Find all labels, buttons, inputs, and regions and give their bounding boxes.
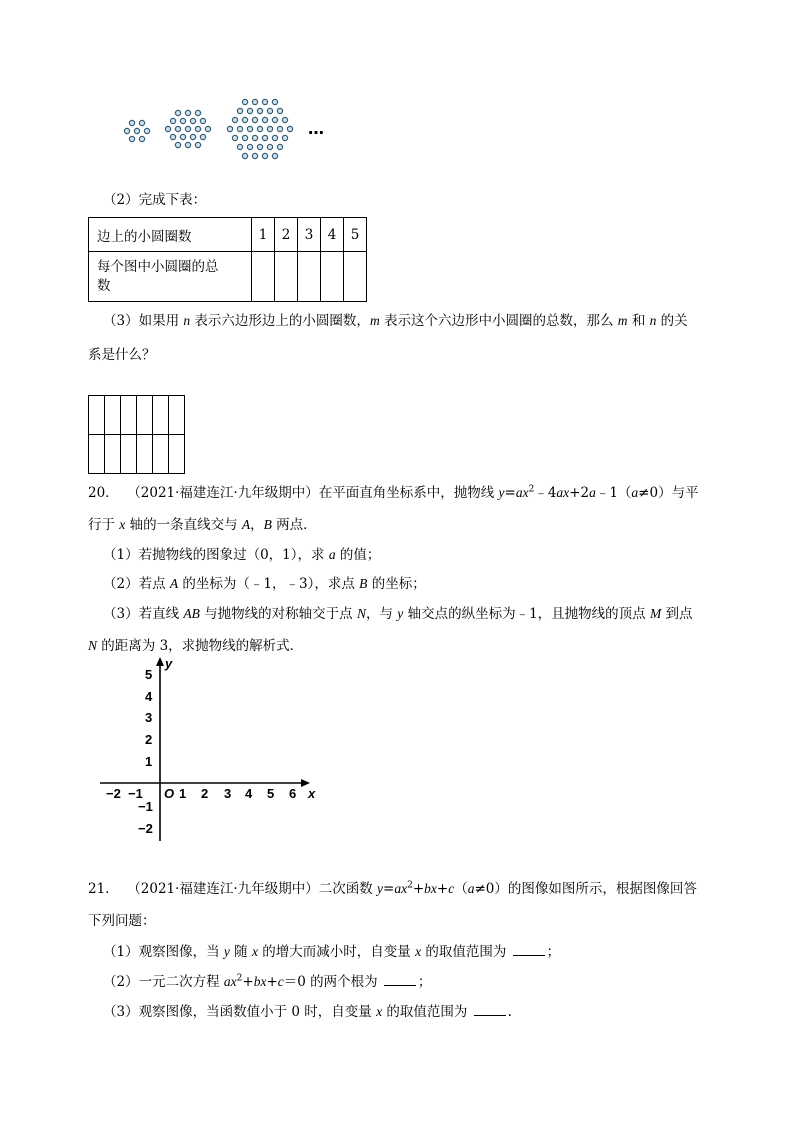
x-tick-label: −1	[128, 786, 143, 801]
table-row-label	[89, 252, 252, 302]
x-tick-label: 1	[179, 786, 187, 801]
answer-grid	[88, 395, 185, 474]
q19-part3-line1: （3）如果用 n 表示六边形边上的小圆圈数，m 表示这个六边形中小圆圈的总数，那么 m 和 n 的关	[103, 313, 688, 329]
grid-cell[interactable]	[169, 435, 185, 474]
q19-fill-table	[88, 217, 367, 302]
q20-stem-line1: 20． （2021·福建连江·九年级期中）在平面直角坐标系中，抛物线 $y=ax^2﹣4ax+2a﹣1(a\ne 0)$与平	[88, 484, 699, 501]
q20-part1: （1）若抛物线的图象过（0，1），求 a 的值；	[103, 547, 381, 563]
y-axis-arrow	[156, 657, 164, 666]
y-tick-label: −1	[138, 799, 153, 814]
q19-part2: （2）完成下表：	[103, 192, 207, 208]
x-tick-label: −2	[106, 786, 121, 801]
coordinate-axes	[98, 655, 328, 845]
table-answer-cell[interactable]	[344, 252, 367, 302]
x-axis-label: x	[308, 786, 316, 801]
x-tick-label: 3	[224, 786, 232, 801]
y-tick-label: 4	[145, 689, 153, 704]
grid-cell[interactable]	[153, 396, 169, 435]
answer-blank[interactable]	[513, 942, 545, 956]
ellipsis: …	[308, 119, 324, 138]
hexagon-figure-3	[227, 99, 292, 158]
answer-blank[interactable]	[384, 972, 416, 986]
grid-cell[interactable]	[169, 396, 185, 435]
table-header-cell: 5	[344, 218, 367, 252]
table-header-cell: 4	[321, 218, 344, 252]
q21-stem-line1: 21． （2021·福建连江·九年级期中）二次函数 $y=ax^2+bx+c(a\ne 0)$的图像如图所示，根据图像回答	[88, 880, 697, 897]
x-tick-label: 6	[289, 786, 297, 801]
q19-part3-line2: 系是什么？	[88, 347, 156, 363]
table-header-cell: 2	[275, 218, 298, 252]
q21-part2: （2）一元二次方程 $ax^2+bx+c=0$ 的两个根为 ；	[103, 973, 432, 990]
hexagon-figure-2	[165, 110, 210, 147]
grid-cell[interactable]	[121, 396, 137, 435]
grid-cell[interactable]	[89, 396, 105, 435]
q21-part1: （1）观察图像，当 y 随 x 的增大而减小时，自变量 x 的取值范围为 ；	[103, 944, 561, 960]
y-tick-label: 2	[145, 732, 153, 747]
x-tick-label: 5	[267, 786, 275, 801]
grid-cell[interactable]	[89, 435, 105, 474]
origin-label: O	[164, 786, 175, 801]
grid-cell[interactable]	[105, 396, 121, 435]
answer-blank[interactable]	[474, 1002, 506, 1016]
table-header-cell: 1	[252, 218, 275, 252]
grid-cell[interactable]	[137, 396, 153, 435]
x-tick-label: 4	[245, 786, 253, 801]
y-tick-label: −2	[138, 821, 153, 836]
y-tick-label: 3	[145, 710, 153, 725]
table-answer-cell[interactable]	[275, 252, 298, 302]
q20-part3-line1: （3）若直线 AB 与抛物线的对称轴交于点 N，与 y 轴交点的纵坐标为﹣1，且抛物线的顶点 M 到点	[103, 606, 693, 622]
y-tick-label: 1	[145, 754, 153, 769]
table-answer-cell[interactable]	[298, 252, 321, 302]
y-tick-label: 5	[145, 667, 153, 682]
row2-label-line1: 每个图中小圆圈的总	[97, 258, 219, 275]
table-row-label: 边上的小圆圈数	[89, 218, 252, 252]
table-answer-cell[interactable]	[252, 252, 275, 302]
q20-part2: （2）若点 A 的坐标为（﹣1，﹣3），求点 B 的坐标；	[103, 576, 426, 592]
q21-part3: （3）观察图像，当函数值小于 0 时，自变量 x 的取值范围为 .	[103, 1004, 512, 1020]
row2-label-line2: 数	[97, 277, 111, 294]
x-tick-label: 2	[201, 786, 209, 801]
q20-part3-line2: N 的距离为 3，求抛物线的解析式．	[88, 638, 304, 654]
grid-cell[interactable]	[137, 435, 153, 474]
table-header-cell: 3	[298, 218, 321, 252]
hexagon-dots-figure	[100, 92, 340, 172]
table-answer-cell[interactable]	[321, 252, 344, 302]
grid-cell[interactable]	[153, 435, 169, 474]
q20-stem-line2: 行于 x 轴的一条直线交与 A，B 两点．	[88, 517, 317, 533]
y-axis-label: y	[165, 656, 173, 671]
grid-cell[interactable]	[121, 435, 137, 474]
hexagon-figure-1	[124, 120, 149, 141]
q21-stem-line2: 下列问题：	[88, 913, 156, 929]
grid-cell[interactable]	[105, 435, 121, 474]
